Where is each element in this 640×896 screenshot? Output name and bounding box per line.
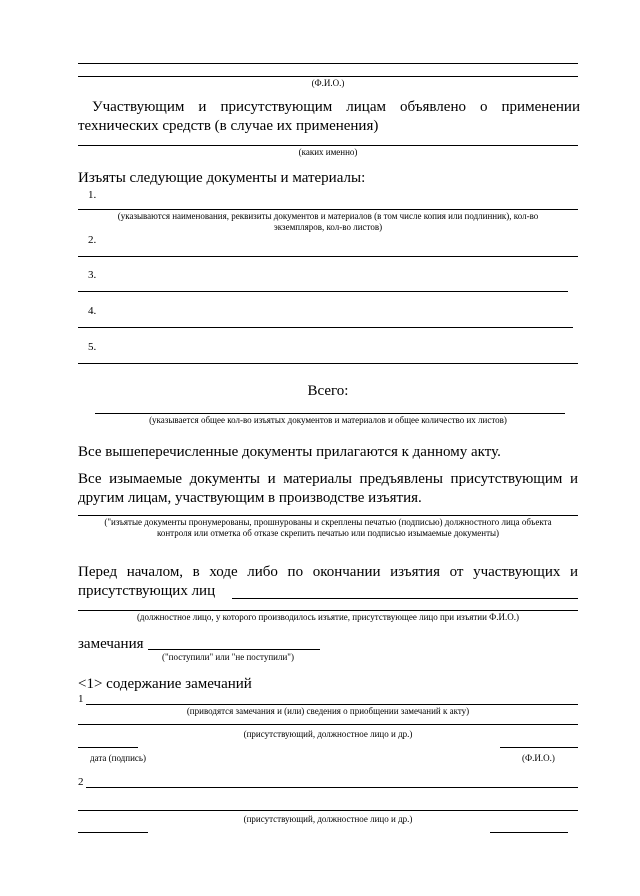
presented-line-2: другим лицам, участвующим в производстве изъятия. [78, 490, 422, 506]
content-heading: <1> содержание замечаний [78, 676, 252, 692]
before-hint: (должностное лицо, у которого производилось изъятие, присутствующее лицо при изъятии Ф.И.О.) [136, 612, 520, 622]
item-4-number: 4. [88, 305, 97, 317]
item-1-number: 1. [88, 189, 97, 201]
content-line-4 [78, 810, 578, 811]
presented-line [78, 515, 578, 516]
tech-line-1: Участвующим и присутствующим лицам объявлено о применении [92, 99, 580, 115]
remarks-hint: ("поступили" или "не поступили") [162, 652, 294, 662]
content-number-2: 2 [78, 776, 84, 788]
content-hint-2: (присутствующий, должностное лицо и др.) [243, 729, 413, 739]
item-4-line [78, 327, 573, 328]
attached-text: Все вышеперечисленные документы прилагаются к данному акту. [78, 444, 501, 460]
item-2-line [78, 256, 578, 257]
seized-heading: Изъяты следующие документы и материалы: [78, 170, 366, 186]
content-hint-1: (приводятся замечания и (или) сведения о приобщении замечаний к акту) [186, 706, 470, 716]
content-line-2 [78, 724, 578, 725]
content-line-1 [86, 704, 578, 705]
item-3-number: 3. [88, 269, 97, 281]
before-fill-line [232, 598, 578, 599]
date-signature-line-2 [78, 832, 148, 833]
item-5-number: 5. [88, 341, 97, 353]
presented-hint-1: ("изъятые документы пронумерованы, прошнурованы и скреплены печатью (подписью) должностного лица объекта [104, 517, 552, 527]
before-line-2: присутствующих лиц [78, 583, 216, 599]
before-line [78, 610, 578, 611]
tech-hint: (каких именно) [298, 147, 358, 157]
seized-hint-1: (указываются наименования, реквизиты документов и материалов (в том числе копия или подлинник), кол-во [117, 211, 539, 221]
fio-line [500, 747, 578, 748]
content-number-1: 1 [78, 693, 84, 705]
tech-line-2: технических средств (в случае их применения) [78, 118, 379, 134]
item-1-line [78, 209, 578, 210]
total-hint: (указывается общее кол-во изъятых документов и материалов и общее количество их листов) [149, 415, 507, 425]
item-2-number: 2. [88, 234, 97, 246]
presented-line-1: Все изымаемые документы и материалы предъявлены присутствующим и [78, 471, 578, 487]
fio-hint-top: (Ф.И.О.) [311, 78, 345, 88]
remarks-label: замечания [78, 636, 144, 652]
date-signature-line [78, 747, 138, 748]
item-5-line [78, 363, 578, 364]
remarks-line [148, 649, 320, 650]
presented-hint-2: контроля или отметка об отказе скрепить печатью или подписью изымаемые документы) [156, 528, 500, 538]
total-line [95, 413, 565, 414]
date-signature-hint: дата (подпись) [90, 753, 146, 763]
before-line-1: Перед началом, в ходе либо по окончании изъятия от участвующих и [78, 564, 578, 580]
item-3-line [78, 291, 568, 292]
content-hint-3: (присутствующий, должностное лицо и др.) [243, 814, 413, 824]
total-label: Всего: [307, 383, 349, 399]
fio-line-2 [490, 832, 568, 833]
tech-line [78, 145, 578, 146]
line-top-2 [78, 76, 578, 77]
fio-hint: (Ф.И.О.) [522, 753, 555, 763]
content-line-3 [86, 787, 578, 788]
seized-hint-2: экземпляров, кол-во листов) [273, 222, 383, 232]
line-top-1 [78, 63, 578, 64]
